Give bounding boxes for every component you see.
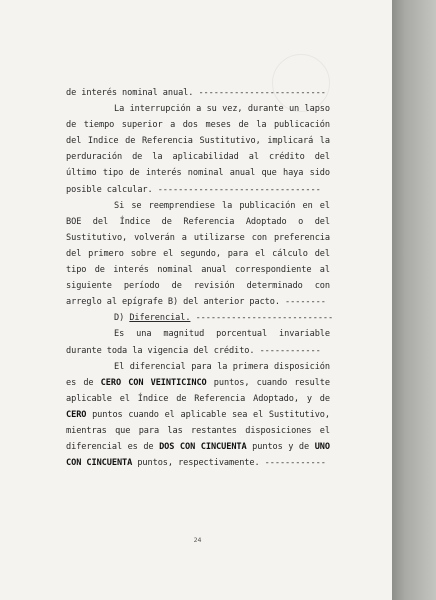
text-line: La interrupción a su vez, durante un lapso <box>114 104 330 115</box>
text-line: del primero sobre el segundo, para el cálculo del <box>66 248 330 259</box>
text-line: de interés nominal anual. ------------------------- <box>66 88 326 98</box>
text-line: tipo de interés nominal anual correspondiente al <box>66 265 330 276</box>
text-run: puntos y de <box>246 442 315 453</box>
text-line: perduración de la aplicabilidad al crédito del <box>66 152 330 163</box>
text-line: siguiente período de revisión determinado con <box>66 281 330 292</box>
bold-amount: CERO CON VEINTICINCO <box>100 377 207 388</box>
page-edge-shadow <box>392 0 436 600</box>
text-line: de tiempo superior a dos meses de la publicación <box>66 120 330 131</box>
text-run: puntos, cuando resulte <box>206 377 330 388</box>
heading-label: D) <box>114 313 125 324</box>
heading-title: Diferencial. <box>129 313 191 324</box>
text-line: BOE del Índice de Referencia Adoptado o del <box>66 216 330 227</box>
text-line: mientras que para las restantes disposiciones el <box>66 425 330 436</box>
text-line: Sustitutivo, volverán a utilizarse con preferencia <box>66 232 330 243</box>
text-line: durante toda la vigencia del crédito. ------------ <box>66 345 321 356</box>
text-line <box>66 439 330 455</box>
bold-amount: DOS CON CINCUENTA <box>159 442 247 453</box>
text-line: Es una magnitud porcentual invariable <box>114 329 330 340</box>
page-number: 24 <box>193 536 202 544</box>
text-run: puntos cuando el aplicable sea el Sustitutivo, <box>86 409 330 420</box>
text-line <box>66 375 330 391</box>
text-line <box>66 407 330 423</box>
text-line <box>66 455 330 471</box>
text-line: posible calcular. -------------------------------- <box>66 184 321 195</box>
bold-amount: CERO <box>66 409 87 420</box>
text-run: es de <box>66 377 101 388</box>
text-line: arreglo al epígrafe B) del anterior pacto. -------- <box>66 297 326 308</box>
document-body <box>66 85 334 471</box>
text-run: diferencial es de <box>66 442 160 453</box>
section-heading-d <box>66 310 334 326</box>
text-line: Si se reemprendiese la publicación en el <box>114 200 330 211</box>
text-run: puntos, respectivamente. ------------ <box>132 458 326 469</box>
text-line: aplicable el Índice de Referencia Adoptado, y de <box>66 393 330 404</box>
heading-dashes: --------------------------- <box>195 313 334 324</box>
text-line: El diferencial para la primera disposición <box>114 361 330 372</box>
text-line: del Indice de Referencia Sustitutivo, implicará la <box>66 136 330 147</box>
text-line: último tipo de interés nominal anual que haya sido <box>66 168 330 179</box>
bold-amount: UNO <box>314 442 330 453</box>
bold-amount: CON CINCUENTA <box>66 458 133 469</box>
